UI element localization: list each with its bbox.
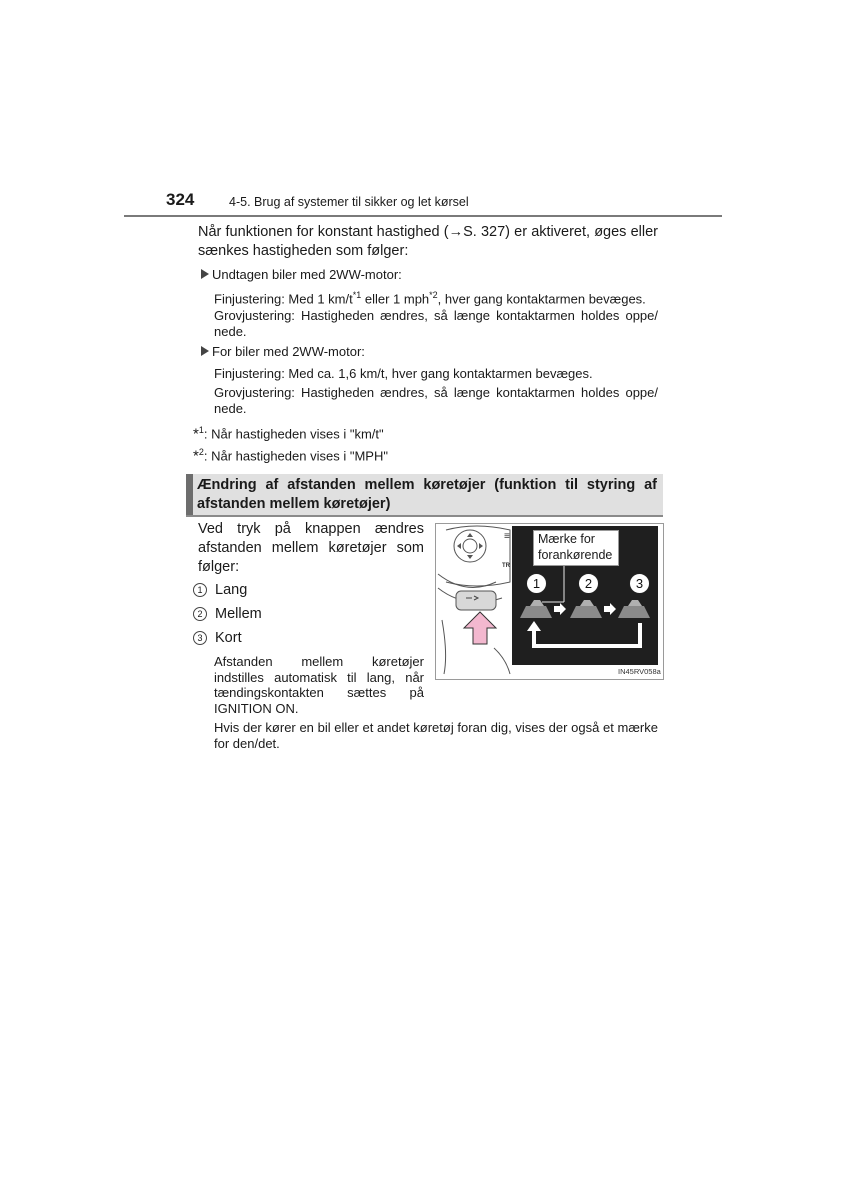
triangle-bullet-icon bbox=[201, 269, 209, 279]
marker-2: 2 bbox=[578, 573, 599, 594]
car-mark-3 bbox=[618, 600, 650, 618]
bullet-1-fine: Finjustering: Med 1 $km/t^{*1}$ eller 1 mph$^{*2}$, hver gang kontaktarmen bevæges. bbox=[214, 290, 646, 307]
header-rule bbox=[124, 215, 722, 217]
return-arrow-icon bbox=[534, 623, 640, 646]
circled-number-1: 1 bbox=[193, 583, 207, 597]
section-header: 4-5. Brug af systemer til sikker og let kørsel bbox=[229, 195, 469, 209]
callout-box: Mærke for forankørende bbox=[533, 530, 619, 566]
option-1: 1 Lang bbox=[193, 582, 247, 598]
body-note: Afstanden mellem køretøjer indstilles automatisk til lang, når tændingskontakten sættes på IGNITION ON. bbox=[214, 654, 424, 716]
section-title: Ændring af afstanden mellem køretøjer (funktion til styring af afstanden mellem køretøjer) bbox=[197, 477, 657, 512]
circled-number-3: 3 bbox=[193, 631, 207, 645]
footnote-2: *$^2$: Når hastigheden vises i "MPH" bbox=[193, 447, 388, 465]
switch-label-eq: ≡ bbox=[504, 531, 510, 542]
bullet-2-fine: Finjustering: Med ca. 1,6 km/t, hver gang kontaktarmen bevæges. bbox=[214, 366, 593, 381]
intro-paragraph: Når funktionen for konstant hastighed (→S. 327) er aktiveret, øges eller sænkes hastigheden som følger: bbox=[198, 224, 658, 259]
triangle-bullet-icon bbox=[201, 346, 209, 356]
footnote-1: *$^1$: Når hastigheden vises i "km/t" bbox=[193, 425, 384, 443]
bullet-2-title: For biler med 2WW-motor: bbox=[201, 344, 365, 360]
body-final: Hvis der kører en bil eller et andet køretøj foran dig, vises der også et mærke for den/det. bbox=[214, 720, 658, 751]
option-2: 2 Mellem bbox=[193, 606, 262, 622]
arrow-right-icon bbox=[604, 603, 616, 615]
switch-label-tr: TR bbox=[502, 563, 510, 569]
car-mark-1 bbox=[520, 600, 552, 618]
circled-number-2: 2 bbox=[193, 607, 207, 621]
bullet-1-title: Undtagen biler med 2WW-motor: bbox=[201, 267, 402, 283]
press-arrow-icon bbox=[464, 612, 496, 644]
bullet-2-coarse: Grovjustering: Hastigheden ændres, så længe kontaktarmen holdes oppe/ nede. bbox=[214, 385, 658, 416]
steering-switch-illustration bbox=[436, 524, 516, 679]
arrow-right-icon bbox=[554, 603, 566, 615]
section-title-underline bbox=[186, 515, 663, 517]
option-3: 3 Kort bbox=[193, 630, 242, 646]
bullet-1-coarse: Grovjustering: Hastigheden ændres, så længe kontaktarmen holdes oppe/ nede. bbox=[214, 308, 658, 339]
figure-id: IN45RV058a bbox=[618, 667, 661, 676]
car-mark-2 bbox=[570, 600, 602, 618]
marker-3: 3 bbox=[629, 573, 650, 594]
body-lead: Ved tryk på knappen ændres afstanden mellem køretøjer som følger: bbox=[198, 521, 424, 575]
section-title-accent bbox=[186, 474, 193, 516]
arrow-icon: → bbox=[448, 224, 464, 240]
page-number: 324 bbox=[166, 190, 195, 209]
marker-1: 1 bbox=[526, 573, 547, 594]
